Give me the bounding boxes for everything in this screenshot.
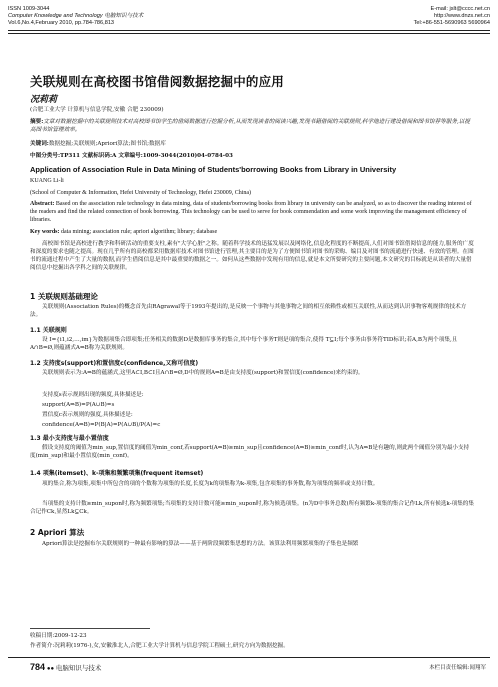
support-formula: support(A⇒B)=P(A∪B)=s [42, 402, 115, 408]
keywords-cn-text: 数据挖掘;关联规则;Apriori算法;图书馆;数据库 [48, 141, 166, 147]
introduction-paragraph: 高校图书馆是高校进行教学和科研活动的重要支柱,素有"大学心脏"之称。随着科学技术的迅猛发展以及网络化,信息化程度的不断提高,人们对图书馆借阅信息的能力,服务的广度和深度的要求也随之提高。现在几乎所有的高校都采用数据库技术对图书馆进行管理,其主要目的是为了方便图书馆对图书的采购、编目及对图书的流通进行快速、有效的管理。在图书的流通过程中产生了大量的数据,而学生借阅信息是其中最重要的数据之一。如何从这些数据中发现有用的信息,就是本文所要研究的主要问题,本文研究的目标就是从读者的大量借阅信息中挖掘出各学科之间的关联规律。 [30, 241, 474, 272]
article-title-en: Application of Association Rule in Data Mining of Students'borrowing Books from Library in University [30, 165, 397, 174]
website: http://www.dnzs.net.cn [434, 13, 490, 19]
abstract-en [30, 200, 474, 225]
abstract-en-text: Based on the association rule technology in data mining, data of students'borrowing books from library in university can be analyzed, so as to discover the reading interest of the readers and find the related connection of book borrowing. This technology can be used to serve for book commendation and some work improving the management efficiency of libraries. [30, 201, 472, 224]
page-footer-left [30, 662, 101, 672]
section-1-3-heading: 1.3 最小支持度与最小置信度 [30, 435, 109, 442]
section-1-heading: 1 关联规则基础理论 [30, 292, 98, 301]
telephone: Tel:+86-551-5690963 5690964 [413, 20, 490, 26]
keywords-en-text: data mining; association rule; apriori algorithm; library; database [61, 229, 218, 235]
abstract-cn-label: 摘要: [30, 119, 44, 125]
footer-journal-name: 电脑知识与技术 [55, 665, 102, 672]
journal-name: Computer Knowledge and Technology 电脑知识与技术 [8, 13, 144, 19]
section-1-2-paragraph: 关联规则表示为:A⇒B的蕴涵式,这里A⊂I,B⊂I且A∩B=Ø,D中的规则A⇒B是由支持度(support)和置信度(confidence)来约束的。 [42, 370, 364, 376]
section-1-4-paragraph-1: 项的集合,称为项集,项集中所包含的项的个数称为项集的长度,长度为k的项集称为k-项集,包含项集的事务数,称为项集的频率或支持计数。 [42, 481, 379, 487]
section-2-paragraph: Apriori算法是挖掘布尔关联规则的一种最有影响的算法——基于两阶段频繁集思想的方法。该算法利用频繁项集的子集也是频繁 [42, 541, 359, 547]
keywords-en-label: Key words: [30, 229, 60, 235]
section-1-4-paragraph-2: 当项集的支持计数≥min_supon时,称为频繁项集;当项集的支持计数可能≥min_supon时,称为候选项集。(n为D中事务总数)所有频繁k-项集的集合记作Lk,所有候选k-项集的集合记作Ck,显然Lk⊆Ck。 [30, 501, 474, 516]
page-number: 784 [30, 662, 46, 672]
support-definition: 支持度s表示规则出现的频度,具体描述是: [42, 392, 144, 398]
author-name: 况莉莉 [30, 95, 58, 105]
confidence-definition: 置信度c表示规则的强度,具体描述是: [42, 412, 133, 418]
abstract-cn [30, 118, 474, 134]
header-left [8, 6, 143, 27]
section-1-1-paragraph: 设 I={i1,i2,…,im}为数据项集合即项集;任务相关的数据D是数据库事务的集合,其中每个事务T则是项的集合,使得 T⊆I;每个事务由事务符TID标识;若A,B为两个项集,且A∩B=Ø,则蕴涵式A⇒B称为关联规则。 [30, 337, 458, 352]
section-1-2-heading: 1.2 支持度s(support)和置信度c(confidence,又称可信度) [30, 360, 199, 367]
footnote-author-bio: 作者简介:况莉莉(1976-),女,安徽淮北人,合肥工业大学计算机与信息学院工程硕士,研究方向为数据挖掘。 [30, 643, 289, 649]
confidence-formula: confidence(A⇒B)=P(B|A)=P(A∪B)/P(A)=c [42, 422, 161, 428]
abstract-cn-text: 文章对数据挖掘中的关联规则技术对高校图书馆学生的借阅数据进行挖掘分析,从而发现读者的阅读兴趣,发现书籍借阅的关联规则,科学地进行建设借阅和图书馆荐等服务,以提高图书馆管理效率。 [30, 119, 470, 134]
classification-line: 中图分类号:TP311 文献标识码:A 文章编号:1009-3044(2010)04-0784-03 [30, 153, 233, 159]
keywords-en [30, 228, 474, 236]
section-1-4-heading: 1.4 项集(itemset)、k-项集和频繁项集(frequent itemset) [30, 470, 204, 477]
footnote-rule [30, 628, 150, 629]
footer-rule [8, 657, 490, 658]
email: E-mail: jslt@cccc.net.cn [430, 6, 490, 12]
section-2-heading: 2 Apriori 算法 [30, 528, 85, 537]
header-right [414, 6, 490, 27]
footer-section-editor: 本栏目责任编辑:闻翔军 [429, 665, 486, 671]
article-title: 关联规则在高校图书馆借阅数据挖掘中的应用 [30, 74, 285, 89]
affiliation: (合肥工业大学 计算机与信息学院,安徽 合肥 230009) [30, 107, 164, 113]
abstract-en-label: Abstract: [30, 201, 55, 207]
affiliation-en: (School of Computer & Information, Hefei University of Technology, Hefei 230009, China) [30, 190, 252, 196]
author-name-en: KUANG Li-li [30, 178, 64, 184]
footnote-received-date: 收稿日期:2009-12-23 [30, 633, 87, 639]
issn: ISSN 1009-3044 [8, 6, 50, 12]
dots-icon: ●● [46, 666, 55, 672]
section-1-1-heading: 1.1 关联规则 [30, 327, 67, 334]
keywords-cn [30, 140, 474, 148]
keywords-cn-label: 关键词: [30, 141, 49, 147]
section-1-3-paragraph: 假设支持度的阈值为min_sup,置信度的阈值为min_conf,若support(A⇒B)≥min_sup且confidence(A⇒B)≥min_conf时,认为A⇒B是有趣的,则此两个阈值分别为最小支持度(min_sup)和最小置信度(min_conf)。 [30, 445, 470, 460]
volume-info: Vol.6,No.4,February 2010, pp.784-786,813 [8, 20, 115, 26]
header-rule-top [8, 30, 490, 31]
header-rule-bottom [8, 33, 490, 34]
section-1-paragraph: 关联规则(Association Rules)的概念首先由RAgrawal等于1993年提出的,是反映一个事物与其他事物之间的相互依赖性或相互关联性,从而达到认识事物客观规律的技术方法。 [30, 304, 467, 319]
